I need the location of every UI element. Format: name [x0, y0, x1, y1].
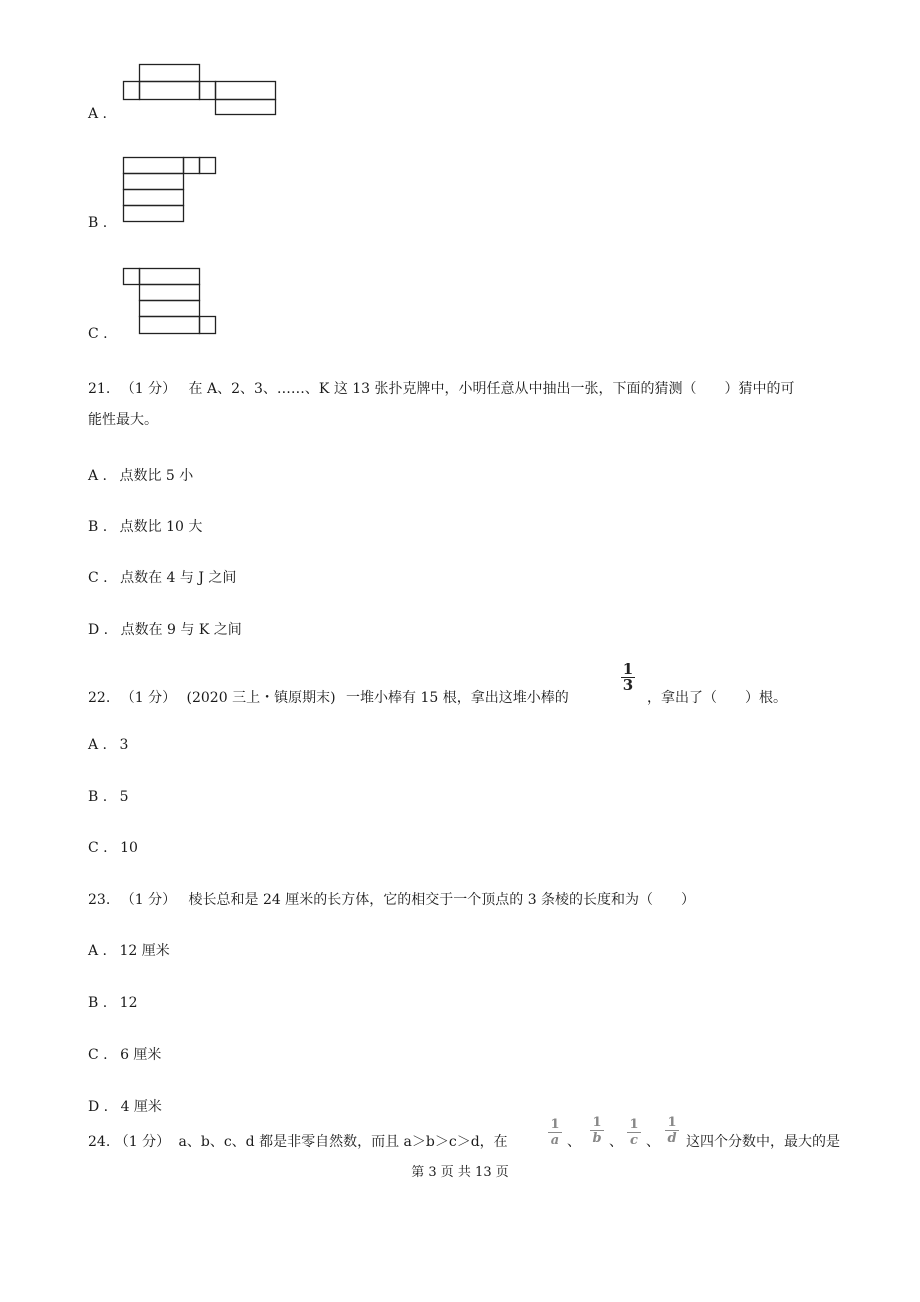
question-text: a、b、c、d 都是非零自然数，而且 a＞b＞c＞d，在 — [178, 1134, 508, 1150]
question-22 — [88, 688, 569, 708]
net-diagram-c — [123, 268, 218, 336]
separator: 、 — [567, 1134, 581, 1150]
option-label: C . — [88, 570, 108, 586]
option-c-label: C . — [88, 326, 108, 342]
option-text: 点数在 4 与 J 之间 — [120, 570, 237, 586]
question-score: （1 分） — [114, 1134, 171, 1150]
fraction-one-over-c: 1 c — [627, 1118, 641, 1147]
question-21-line2: 能性最大。 — [88, 412, 158, 428]
q22-option-c[interactable] — [88, 838, 138, 858]
question-text-after: ，拿出了（ ）根。 — [647, 690, 787, 706]
option-label: A . — [88, 468, 108, 484]
fraction-one-over-d: 1 d — [665, 1116, 679, 1145]
q21-option-d[interactable] — [88, 620, 242, 640]
option-label: B . — [88, 519, 108, 535]
option-label: B . — [88, 789, 108, 805]
question-21 — [88, 379, 795, 399]
option-label: B . — [88, 995, 108, 1011]
option-text: 12 厘米 — [119, 943, 170, 959]
q23-option-b[interactable] — [88, 993, 137, 1013]
option-text: 3 — [119, 737, 129, 753]
fraction-one-over-a: 1 a — [548, 1118, 562, 1147]
option-text: 6 厘米 — [120, 1047, 162, 1063]
separator: 、 — [646, 1134, 660, 1150]
page-footer: 第 3 页 共 13 页 — [411, 1165, 509, 1180]
net-diagram-a — [123, 64, 278, 116]
option-label: C . — [88, 1047, 108, 1063]
q21-option-c[interactable] — [88, 568, 236, 588]
question-text: 棱长总和是 24 厘米的长方体，它的相交于一个顶点的 3 条棱的长度和为（ ） — [188, 892, 696, 908]
option-b-label: B . — [88, 215, 108, 231]
question-text: 一堆小棒有 15 根，拿出这堆小棒的 — [346, 690, 569, 706]
option-label: D . — [88, 1099, 109, 1115]
question-24 — [88, 1132, 508, 1152]
question-number: 22. — [88, 690, 111, 706]
question-text: 在 A、2、3、……、K 这 13 张扑克牌中，小明任意从中抽出一张，下面的猜测（ ）猜中的可 — [188, 381, 795, 397]
option-text: 12 — [119, 995, 138, 1011]
option-text: 4 厘米 — [120, 1099, 162, 1115]
net-diagram-b — [123, 157, 218, 223]
fraction-one-third — [621, 660, 635, 694]
q23-option-c[interactable] — [88, 1045, 161, 1065]
option-label: A . — [88, 943, 108, 959]
question-number: 23. — [88, 892, 111, 908]
q21-option-a[interactable] — [88, 466, 193, 486]
option-label: C . — [88, 840, 108, 856]
q21-option-b[interactable] — [88, 517, 202, 537]
question-23 — [88, 890, 695, 910]
option-text: 点数在 9 与 K 之间 — [120, 622, 242, 638]
question-source: (2020 三上・镇原期末) — [186, 690, 336, 706]
fraction-numerator: 1 — [622, 660, 634, 678]
fraction-one-over-b: 1 b — [590, 1116, 604, 1145]
option-label: A . — [88, 737, 108, 753]
question-text-after: 这四个分数中，最大的是 — [686, 1134, 840, 1150]
q22-option-a[interactable] — [88, 735, 128, 755]
fraction-denominator: 3 — [622, 676, 634, 694]
question-score: （1 分） — [120, 892, 177, 908]
option-a-label: A . — [88, 106, 108, 122]
q23-option-d[interactable] — [88, 1097, 162, 1117]
option-text: 10 — [120, 840, 138, 856]
question-number: 24. — [88, 1134, 111, 1150]
question-score: （1 分） — [120, 690, 177, 706]
question-score: （1 分） — [120, 381, 177, 397]
option-text: 5 — [119, 789, 129, 805]
question-number: 21. — [88, 381, 111, 397]
option-text: 点数比 5 小 — [119, 468, 194, 484]
option-text: 点数比 10 大 — [119, 519, 203, 535]
option-label: D . — [88, 622, 109, 638]
separator: 、 — [609, 1134, 623, 1150]
q22-option-b[interactable] — [88, 787, 129, 807]
q23-option-a[interactable] — [88, 941, 170, 961]
